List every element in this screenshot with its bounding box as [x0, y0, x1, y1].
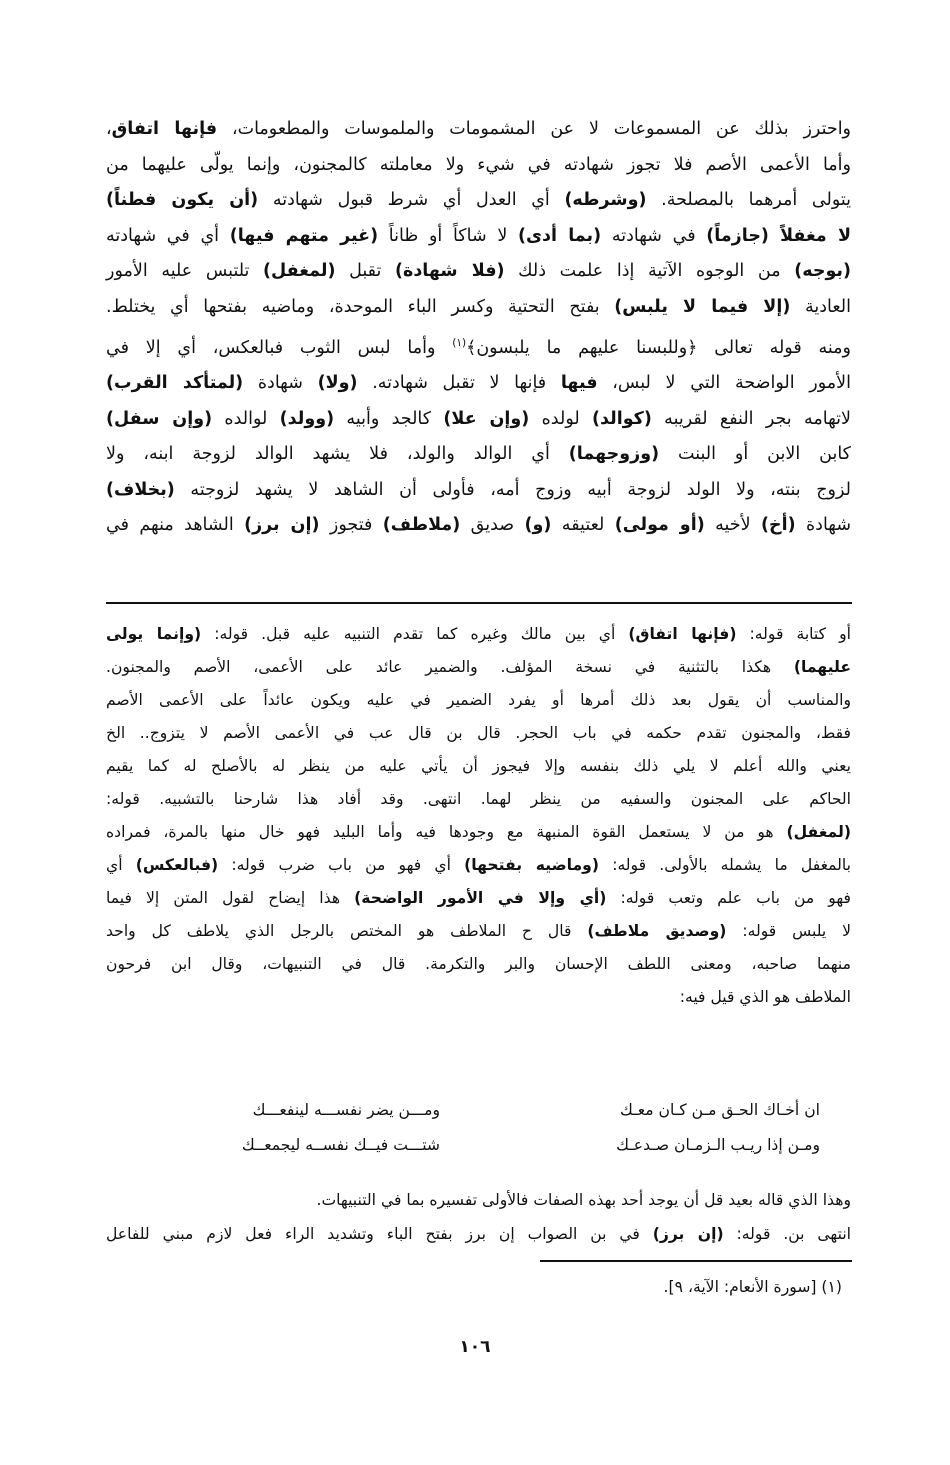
text-segment: بالمغفل ما يشمله بالأولى. قوله: [599, 856, 852, 874]
text-segment: تقبل [335, 261, 395, 282]
footnote-ref: (١) [452, 336, 467, 349]
text-line [106, 437, 851, 473]
bold-matn-quote: (لمغفل) [263, 261, 336, 282]
bold-matn-quote: (كوالد) [592, 408, 652, 429]
text-segment: فإنها لا تقبل شهادته. [357, 372, 561, 393]
text-line [106, 254, 851, 290]
bold-matn-quote: (غير متهم فيها) [229, 225, 379, 246]
text-line [106, 112, 851, 148]
text-segment: هكذا بالتثنية في نسخة المؤلف. والضمير عائد على الأعمى، الأصم والمجنون. [106, 658, 794, 676]
text-line [106, 1183, 851, 1217]
bold-matn-quote: لا مغفلاً (جازماً) [706, 225, 851, 246]
text-segment: هذا إيضاح لقول المتن إلا فيما [106, 889, 355, 907]
text-line [106, 783, 851, 816]
bold-matn-quote: (بخلاف) [106, 479, 175, 500]
text-line [106, 183, 851, 219]
text-line [106, 948, 851, 981]
text-segment: ، [106, 119, 112, 139]
main-text [106, 112, 851, 544]
bold-matn-quote: (فإنها اتفاق) [628, 625, 737, 643]
bold-matn-quote: (أخ) [760, 515, 796, 536]
text-segment: هو من لا يستعمل القوة المنبهة مع وجودها فيه وأما البليد فهو خال منها بالمرة، فمراده [106, 823, 787, 841]
poem-verse [140, 1128, 820, 1163]
text-segment: أي في شهادته [106, 225, 230, 246]
commentary-continuation [106, 1183, 851, 1251]
bold-matn-quote: (ولا) [317, 372, 358, 393]
text-segment: واحترز بذلك عن المسموعات لا عن المشمومات والملموسات والمطعومات، [217, 119, 852, 139]
text-segment: لاتهامه بجر النفع لقريبه [651, 408, 851, 429]
bold-matn-quote: (أو مولى) [614, 515, 705, 536]
verse-first-hemistich: ومـن إذا ريـب الـزمـان صـدعـك [616, 1136, 820, 1154]
text-segment: لأخيه [704, 515, 761, 536]
bold-matn-quote: فإنها اتفاق [111, 119, 218, 139]
text-segment: ومنه قوله تعالى ﴿وللبسنا عليهم ما يلبسون﴾ [466, 337, 851, 358]
text-segment: وأما لبس الثوب فبالعكس، أي إلا في [106, 337, 453, 358]
text-segment: أي بين مالك وغيره كما تقدم التنبيه عليه قبل. قوله: [201, 625, 629, 643]
text-segment: العادية [790, 296, 851, 317]
text-segment: فقط، والمجنون تقدم حكمه في باب الحجر. قال بن قال عب في الأعمى الأصم لا يتزوج.. الخ [106, 724, 851, 742]
text-segment: شهادة [795, 515, 852, 536]
text-segment: لوالده [212, 408, 280, 429]
text-segment: من الوجوه الآتية إذا علمت ذلك [504, 261, 795, 282]
bold-matn-quote: (أن يكون فطناً) [106, 190, 259, 211]
verse-second-hemistich: ومـــن يضر نفســـه لينفعـــك [252, 1101, 440, 1119]
text-line [106, 219, 851, 255]
text-segment: أي [106, 856, 136, 874]
text-line [106, 618, 851, 651]
bold-matn-quote: (وشرطه) [564, 190, 647, 211]
text-segment: في بن الصواب إن برز بفتح الباء وتشديد الراء فعل لازم مبني للفاعل [106, 1225, 653, 1243]
text-line [106, 1217, 851, 1251]
text-segment: انتهى بن. قوله: [723, 1225, 851, 1243]
text-segment: صديق [460, 515, 525, 536]
text-segment: قال ح الملاطف هو المختص بالرجل الذي يلاطف كل واحد [106, 922, 588, 940]
text-line [106, 402, 851, 438]
text-segment: أو كتابة قوله: [736, 625, 851, 643]
text-segment: يعني والله أعلم لا يلي ذلك بنفسه وإلا فيجوز أن يأتي عليه من ينظر له بالأصلح له كما يقيم [106, 757, 851, 775]
text-segment: الملاطف هو الذي قيل فيه: [679, 988, 851, 1006]
bold-matn-quote: (وصديق ملاطف) [587, 922, 727, 940]
text-segment: أي فهو من باب ضرب قوله: [218, 856, 465, 874]
text-segment: أي العدل أي شرط قبول شهادته [258, 190, 565, 211]
text-line [106, 882, 851, 915]
bold-matn-quote: (إن برز) [244, 515, 320, 536]
bold-matn-quote: (وولد) [279, 408, 335, 429]
text-segment: لا شاكاً أو ظاناً [378, 225, 518, 246]
bold-matn-quote: (فلا شهادة) [394, 261, 505, 282]
text-line [106, 290, 851, 326]
text-line [106, 981, 851, 1014]
commentary-divider [106, 602, 852, 604]
text-segment: لعتيقه [551, 515, 615, 536]
bold-matn-quote: (لمغفل) [786, 823, 851, 841]
bold-matn-quote: (إلا فيما لا يلبس) [614, 296, 791, 317]
footnote: (١) [سورة الأنعام: الآية، ٩]. [663, 1278, 842, 1296]
text-line [106, 651, 851, 684]
verse-first-hemistich: ان أخـاك الحـق مـن كـان معـك [619, 1101, 820, 1119]
verse-second-hemistich: شتـــت فيــك نفســه ليجمعــك [241, 1136, 440, 1154]
text-line [106, 849, 851, 882]
bold-matn-quote: (إن برز) [652, 1225, 724, 1243]
text-segment: يتولى أمرهما بالمصلحة. [646, 190, 852, 211]
poem-verse [140, 1093, 820, 1128]
text-segment: كابن الابن أو البنت [659, 444, 851, 465]
bold-matn-quote: فيها [560, 372, 598, 393]
text-segment: الشاهد منهم في [106, 515, 245, 536]
text-line [106, 684, 851, 717]
bold-matn-quote: (و) [524, 515, 552, 536]
text-segment: الأمور الواضحة التي لا لبس، [597, 372, 851, 393]
text-segment: منهما صاحبه، ومعنى اللطف الإحسان والبر والتكرمة. قال في التنبيهات، وقال ابن فرحون [106, 955, 851, 973]
bold-matn-quote: (لمتأكد القرب) [106, 372, 244, 393]
text-line [106, 326, 851, 366]
text-segment: تلتبس عليه الأمور [106, 261, 264, 282]
text-line [106, 717, 851, 750]
bold-matn-quote: (وإن سفل) [106, 408, 213, 429]
bold-matn-quote: (بوجه) [794, 261, 851, 282]
text-line [106, 816, 851, 849]
bold-matn-quote: (أي وإلا في الأمور الواضحة) [354, 889, 607, 907]
bold-matn-quote: (وزوجهما) [568, 444, 660, 465]
text-line [106, 148, 851, 184]
text-segment: كالجد وأبيه [334, 408, 444, 429]
text-segment: شهادة [243, 372, 318, 393]
bold-matn-quote: (ملاطف) [382, 515, 461, 536]
bold-matn-quote: عليهما) [793, 658, 851, 676]
bold-matn-quote: (بما أدى) [518, 225, 602, 246]
bold-matn-quote: (فبالعكس) [135, 856, 219, 874]
poem [140, 1093, 820, 1163]
page-number: ١٠٦ [459, 1337, 491, 1357]
text-segment: لولده [529, 408, 593, 429]
text-segment: بفتح التحتية وكسر الباء الموحدة، وماضيه بفتحها أي يختلط. [106, 296, 615, 317]
text-segment: لزوج بنته، ولا الولد لزوجة أبيه وزوج أمه، فأولى أن الشاهد لا يشهد لزوجته [174, 479, 851, 500]
footnote-divider [540, 1260, 852, 1262]
text-line [106, 366, 851, 402]
bold-matn-quote: (وإنما يولى [106, 625, 202, 643]
text-segment: الحاكم على المجنون والسفيه من ينظر لهما. انتهى. وقد أفاد هذا شارحنا بالتشبيه. قوله: [106, 790, 851, 808]
text-segment: فهو من باب علم وتعب قوله: [606, 889, 851, 907]
text-segment: والمناسب أن يقول بعد ذلك أمرها أو يفرد الضمير في عليه ويكون عائداً على الأعمى الأصم [106, 691, 851, 709]
text-segment: وأما الأعمى الأصم فلا تجوز شهادته في شيء ولا معاملته كالمجنون، وإنما يولّى عليهما من [106, 154, 851, 175]
text-segment: أي الوالد والولد، فلا يشهد الوالد لزوجة ابنه، ولا [106, 444, 569, 465]
bold-matn-quote: (وماضيه بفتحها) [464, 856, 599, 874]
commentary-text [106, 618, 851, 1014]
bold-matn-quote: (وإن علا) [443, 408, 530, 429]
text-segment: فتجوز [319, 515, 383, 536]
text-segment: وهذا الذي قاله بعيد قل أن يوجد أحد بهذه الصفات فالأولى تفسيره بما في التنبيهات. [316, 1191, 851, 1209]
text-line [106, 915, 851, 948]
text-segment: في شهادته [601, 225, 707, 246]
text-line [106, 508, 851, 544]
text-line [106, 750, 851, 783]
text-segment: لا يلبس قوله: [726, 922, 851, 940]
text-line [106, 473, 851, 509]
